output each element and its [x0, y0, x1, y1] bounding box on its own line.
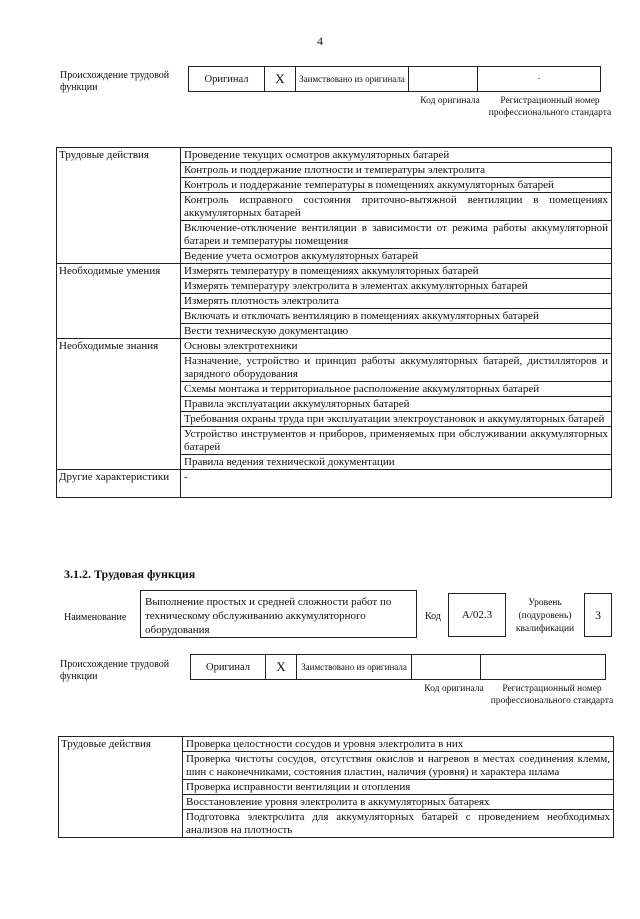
item-cell: Правила ведения технической документации: [181, 455, 612, 470]
level-label: Уровень (подуровень) квалификации: [515, 598, 575, 634]
item-cell: Проведение текущих осмотров аккумуляторных батарей: [181, 148, 612, 163]
item-cell: Измерять плотность электролита: [181, 294, 612, 309]
registration-caption: Регистрационный номер профессионального стандарта: [490, 684, 614, 706]
item-cell: Проверка исправности вентиляции и отопления: [183, 780, 614, 795]
origin-code-cell: [412, 655, 481, 680]
origin-code-cell: [409, 67, 478, 92]
category-cell: Необходимые знания: [57, 339, 181, 470]
labor-function-table-2: [58, 736, 614, 838]
table-row: [57, 339, 612, 354]
origin-table: [190, 654, 606, 680]
item-cell: Включение-отключение вентиляции в зависимости от режима работы аккумуляторной батареи и температуры помещения: [181, 221, 612, 249]
category-cell: Другие характеристики: [57, 470, 181, 498]
origin-label: Происхождение трудовой функции: [60, 659, 170, 682]
item-cell: Основы электротехники: [181, 339, 612, 354]
item-cell: Ведение учета осмотров аккумуляторных батарей: [181, 249, 612, 264]
table-row: [59, 737, 614, 752]
borrowed-cell: Заимствовано из оригинала: [297, 655, 412, 680]
code-caption: Код оригинала: [420, 96, 480, 106]
item-cell: Вести техническую документацию: [181, 324, 612, 339]
page-number: 4: [317, 34, 323, 48]
table-row: [57, 470, 612, 498]
borrowed-cell: Заимствовано из оригинала: [296, 67, 409, 92]
item-cell: Требования охраны труда при эксплуатации электроустановок и аккумуляторных батарей: [181, 412, 612, 427]
registration-caption: Регистрационный номер профессионального стандарта: [488, 96, 612, 118]
item-cell: Схемы монтажа и территориальное расположение аккумуляторных батарей: [181, 382, 612, 397]
category-cell: Трудовые действия: [57, 148, 181, 264]
code-label: Код: [425, 611, 441, 622]
labor-function-table-1: [56, 147, 612, 498]
item-cell: Подготовка электролита для аккумуляторных батарей с проведением необходимых анализов на плотность: [183, 810, 614, 838]
item-cell: Измерять температуру в помещениях аккумуляторных батарей: [181, 264, 612, 279]
original-mark: X: [265, 67, 296, 92]
category-cell: Трудовые действия: [59, 737, 183, 838]
section-title: 3.1.2. Трудовая функция: [64, 567, 196, 581]
item-cell: Устройство инструментов и приборов, применяемых при обслуживании аккумуляторных батарей: [181, 427, 612, 455]
name-label: Наименование: [64, 612, 127, 623]
original-mark: X: [266, 655, 297, 680]
item-cell: Восстановление уровня электролита в аккумуляторных батареях: [183, 795, 614, 810]
item-cell: Назначение, устройство и принцип работы аккумуляторных батарей, дистилляторов и зарядного оборудования: [181, 354, 612, 382]
category-cell: Необходимые умения: [57, 264, 181, 339]
item-cell: -: [181, 470, 612, 498]
origin-label: Происхождение трудовой функции: [60, 70, 170, 93]
item-cell: Правила эксплуатации аккумуляторных батарей: [181, 397, 612, 412]
origin-table: [188, 66, 601, 92]
code-value-box: A/02.3: [448, 593, 506, 637]
original-cell: Оригинал: [191, 655, 266, 680]
registration-cell: ·: [478, 67, 601, 92]
item-cell: Проверка целостности сосудов и уровня электролита в них: [183, 737, 614, 752]
table-row: [57, 264, 612, 279]
code-caption: Код оригинала: [424, 684, 484, 694]
item-cell: Контроль и поддержание плотности и температуры электролита: [181, 163, 612, 178]
item-cell: Включать и отключать вентиляцию в помещениях аккумуляторных батарей: [181, 309, 612, 324]
item-cell: Контроль и поддержание температуры в помещениях аккумуляторных батарей: [181, 178, 612, 193]
item-cell: Измерять температуру электролита в элементах аккумуляторных батарей: [181, 279, 612, 294]
item-cell: Проверка чистоты сосудов, отсутствия окислов и нагревов в местах соединения клемм, шин с наконечниками, состояния пластин, наличия (уровня) и характера шлама: [183, 752, 614, 780]
registration-cell: [481, 655, 606, 680]
table-row: [57, 148, 612, 163]
level-value-box: 3: [584, 593, 612, 637]
function-name-box: Выполнение простых и средней сложности работ по техническому обслуживанию аккумуляторного оборудования: [140, 590, 417, 638]
item-cell: Контроль исправного состояния приточно-вытяжной вентиляции в помещениях аккумуляторных батарей: [181, 193, 612, 221]
original-cell: Оригинал: [189, 67, 265, 92]
